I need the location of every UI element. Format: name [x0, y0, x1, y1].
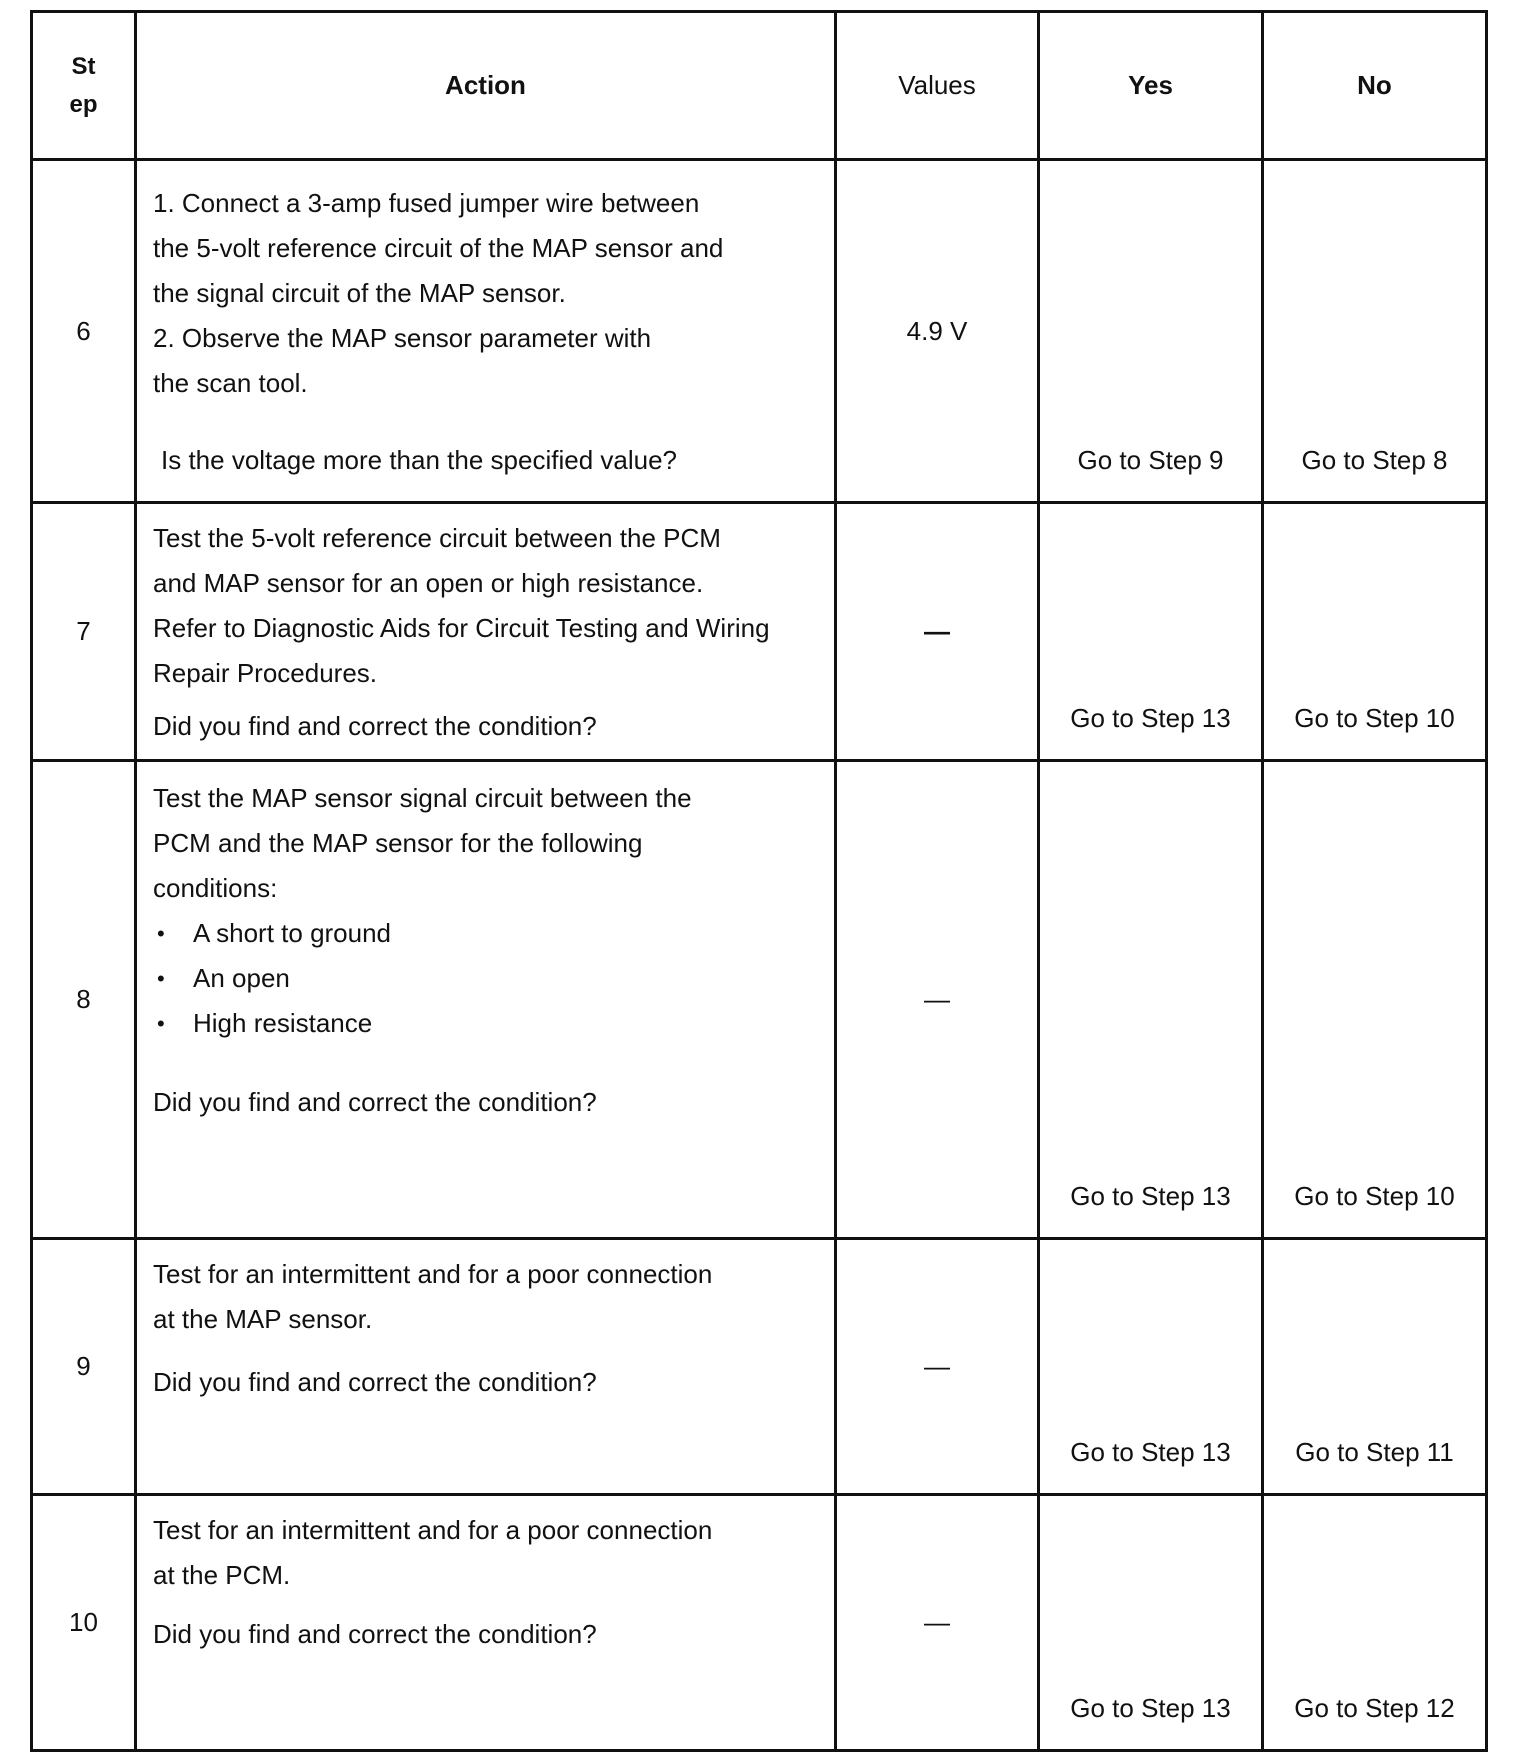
- header-step-label: St ep: [69, 52, 98, 118]
- header-step: [32, 12, 136, 160]
- action-cell: [136, 1495, 836, 1751]
- action-line: conditions:: [153, 873, 278, 903]
- action-line: Test the 5-volt reference circuit between the PCM: [153, 523, 721, 553]
- yes-cell: [1039, 761, 1263, 1239]
- yes-target: Go to Step 13: [1070, 703, 1231, 733]
- no-target: Go to Step 10: [1294, 703, 1455, 733]
- action-cell: [136, 160, 836, 503]
- yes-cell: [1039, 503, 1263, 761]
- header-action: Action: [136, 12, 836, 160]
- step-number: 10: [32, 1495, 136, 1751]
- action-line: Test for an intermittent and for a poor connection: [153, 1515, 713, 1545]
- value-cell: —: [836, 1239, 1039, 1495]
- no-cell: [1263, 503, 1487, 761]
- list-item: • An open: [153, 956, 816, 1001]
- step-number: 7: [32, 503, 136, 761]
- yes-cell: [1039, 160, 1263, 503]
- action-cell: [136, 1239, 836, 1495]
- table-row: [32, 1239, 1487, 1495]
- action-line: Test the MAP sensor signal circuit between the: [153, 783, 692, 813]
- action-line: PCM and the MAP sensor for the following: [153, 828, 643, 858]
- yes-cell: [1039, 1495, 1263, 1751]
- table-header-row: [32, 12, 1487, 160]
- table-row: [32, 160, 1487, 503]
- action-line: Repair Procedures.: [153, 658, 377, 688]
- action-cell: [136, 761, 836, 1239]
- header-yes: Yes: [1039, 12, 1263, 160]
- action-line: and MAP sensor for an open or high resistance.: [153, 568, 704, 598]
- action-line: the signal circuit of the MAP sensor.: [153, 278, 566, 308]
- action-question: Did you find and correct the condition?: [153, 1367, 597, 1397]
- action-question: Did you find and correct the condition?: [153, 1619, 597, 1649]
- action-line: at the PCM.: [153, 1560, 291, 1590]
- table-row: [32, 761, 1487, 1239]
- value-cell: —: [836, 761, 1039, 1239]
- value-cell: —: [836, 503, 1039, 761]
- list-item: • High resistance: [153, 1001, 816, 1046]
- no-cell: [1263, 1239, 1487, 1495]
- action-line: 1. Connect a 3-amp fused jumper wire between: [153, 188, 700, 218]
- list-item: • A short to ground: [153, 911, 816, 956]
- action-line: at the MAP sensor.: [153, 1304, 373, 1334]
- no-target: Go to Step 8: [1301, 445, 1448, 475]
- yes-target: Go to Step 13: [1070, 1437, 1231, 1467]
- no-target: Go to Step 12: [1294, 1693, 1455, 1723]
- step-number: 6: [32, 160, 136, 503]
- yes-target: Go to Step 9: [1077, 445, 1224, 475]
- action-line: 2. Observe the MAP sensor parameter with: [153, 323, 652, 353]
- action-line: the scan tool.: [153, 368, 308, 398]
- action-question: Did you find and correct the condition?: [153, 1087, 597, 1117]
- no-cell: [1263, 761, 1487, 1239]
- step-number: 8: [32, 761, 136, 1239]
- header-no: No: [1263, 12, 1487, 160]
- no-cell: [1263, 160, 1487, 503]
- diagnostic-table: [30, 10, 1488, 1752]
- condition-list: [153, 911, 816, 1046]
- yes-target: Go to Step 13: [1070, 1693, 1231, 1723]
- action-line: Refer to Diagnostic Aids for Circuit Testing and Wiring: [153, 613, 770, 643]
- table-row: [32, 1495, 1487, 1751]
- step-number: 9: [32, 1239, 136, 1495]
- action-question: Did you find and correct the condition?: [153, 711, 597, 741]
- no-target: Go to Step 11: [1295, 1437, 1454, 1467]
- action-cell: [136, 503, 836, 761]
- value-cell: 4.9 V: [836, 160, 1039, 503]
- action-line: the 5-volt reference circuit of the MAP sensor and: [153, 233, 724, 263]
- header-values: Values: [836, 12, 1039, 160]
- yes-target: Go to Step 13: [1070, 1181, 1231, 1211]
- yes-cell: [1039, 1239, 1263, 1495]
- action-line: Test for an intermittent and for a poor connection: [153, 1259, 713, 1289]
- value-cell: —: [836, 1495, 1039, 1751]
- table-row: [32, 503, 1487, 761]
- no-cell: [1263, 1495, 1487, 1751]
- no-target: Go to Step 10: [1294, 1181, 1455, 1211]
- action-question: Is the voltage more than the specified value?: [161, 445, 677, 475]
